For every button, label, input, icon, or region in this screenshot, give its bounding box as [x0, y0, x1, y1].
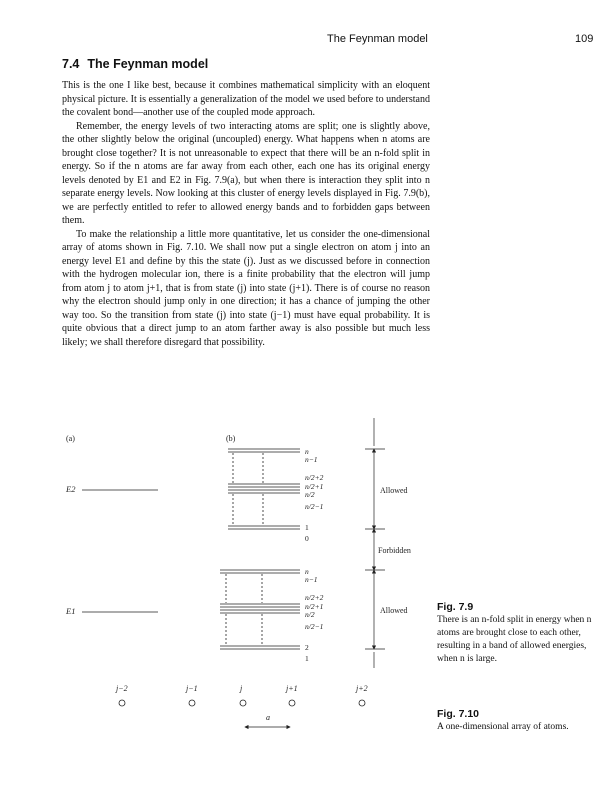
forbidden-label: Forbidden [378, 546, 411, 555]
level-label: 2 [305, 643, 309, 652]
atom-circle [359, 700, 365, 706]
level-label: n/2 [305, 490, 315, 499]
level-label: n/2+2 [305, 473, 324, 482]
allowed-lower-label: Allowed [380, 606, 408, 615]
e2-label: E2 [66, 484, 76, 494]
level-label: n/2−1 [305, 502, 324, 511]
paragraph: To make the relationship a little more quantitative, let us consider the one-dimensional array of atoms shown in Fig. 7.10. We shall now put a single electron on atom j into an energy level E1 and define by this the state (j). Just as we discussed before in connection with the hydrogen molecular ion, there is a finite probability that the electron will jump from atom j to atom j+1, that is from state (j) into state (j+1). There is of course no reason why the electron should jump only in one direction; it has a chance of jumping the other way too. So the transition from state (j) into state (j−1) must have equal probability. It is quite obvious that a direct jump to an atom farther away is also possible but much less likely; we shall therefore disregard that possibility. [62, 228, 430, 348]
lower-band [220, 570, 300, 649]
band-dimension-lines [365, 418, 385, 668]
section-title: The Feynman model [87, 57, 209, 71]
e1-label: E1 [66, 606, 76, 616]
site-label: j+2 [356, 684, 368, 693]
level-label: n/2+1 [305, 602, 324, 611]
spacing-label: a [266, 713, 270, 722]
allowed-upper-label: Allowed [380, 486, 408, 495]
level-label: n/2+1 [305, 482, 324, 491]
caption-text: There is an n-fold split in energy when n atoms are brought close to each other, resulting in a band of allowed energies, when n is large. [437, 615, 592, 664]
atom-circle [189, 700, 195, 706]
running-title: The Feynman model [327, 33, 428, 45]
site-label: j−1 [186, 684, 198, 693]
level-label: n/2 [305, 610, 315, 619]
paragraph: This is the one I like best, because it combines mathematical simplicity with an eloquent physical picture. It is essentially a generalization of the model we used before to understand the covalent bond—another use of the coupled mode approach. [62, 80, 430, 118]
site-label: j+1 [286, 684, 298, 693]
site-label: j [240, 684, 243, 693]
level-label: 0 [305, 534, 309, 543]
site-label: j−2 [116, 684, 128, 693]
paragraph: Remember, the energy levels of two interacting atoms are split; one is slightly above, the other slightly below the original (uncoupled) energy. What happens when n atoms are brought close together? It is not unreasonable to expect that there will be an n-fold split in energy. So if the n atoms are far away from each other, each one has its original energy levels denoted by E1 and E2 in Fig. 7.9(a), but when there is interaction they split into n separate energy levels. Now looking at this cluster of energy levels displayed in Fig. 7.9(b), we are perfectly entitled to refer to allowed energy bands and to forbidden gaps between them. [62, 120, 430, 226]
atom-array [115, 684, 368, 727]
atom-circle [119, 700, 125, 706]
panel-a-label: (a) [66, 434, 75, 443]
caption-label: Fig. 7.9 [437, 601, 474, 613]
caption-label: Fig. 7.10 [437, 708, 480, 720]
figure-7-9-caption [437, 601, 607, 666]
level-label: n/2+2 [305, 593, 324, 602]
caption-text: A one-dimensional array of atoms. [437, 722, 569, 732]
atom-circle [240, 700, 246, 706]
level-label: n−1 [305, 575, 318, 584]
level-label: n [305, 567, 309, 576]
level-label: 1 [305, 523, 309, 532]
level-label: n/2−1 [305, 622, 324, 631]
level-label: n−1 [305, 455, 318, 464]
section-number: 7.4 [62, 57, 80, 71]
upper-band [228, 449, 300, 529]
figure-7-10-caption [437, 708, 607, 734]
atom-circle [289, 700, 295, 706]
level-label: 1 [305, 654, 309, 663]
page-number: 109 [575, 33, 594, 45]
level-label: n [305, 447, 309, 456]
panel-b-label: (b) [226, 434, 236, 443]
